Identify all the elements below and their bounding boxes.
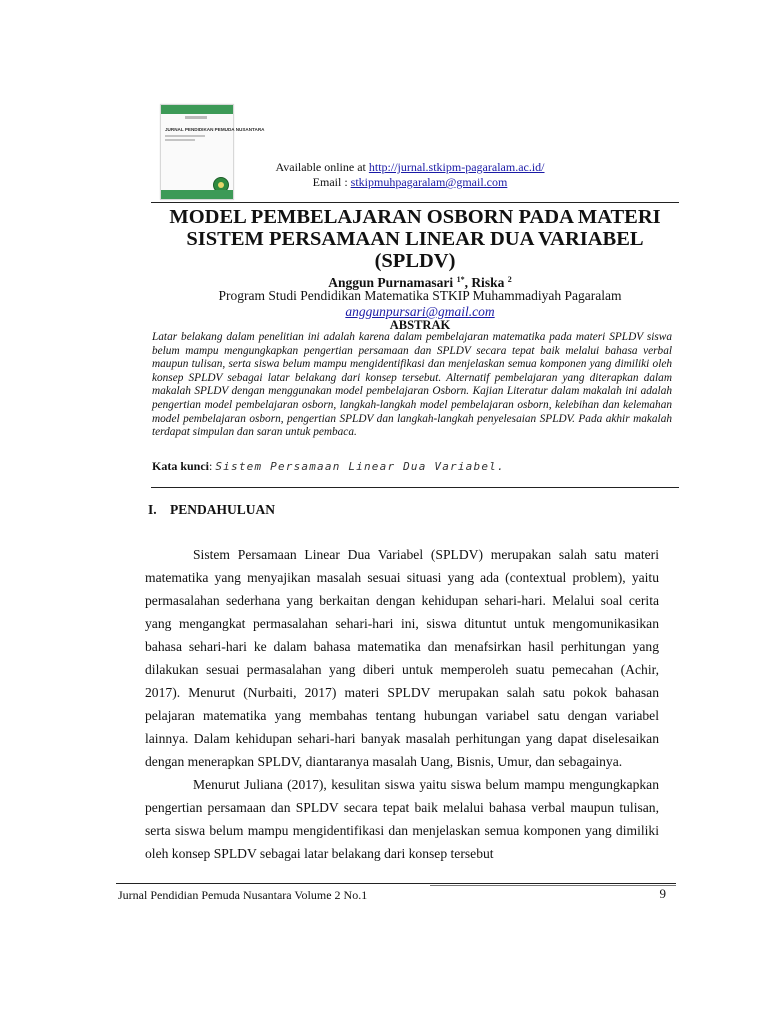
body-paragraph: Sistem Persamaan Linear Dua Variabel (SPLDV) merupakan salah satu materi matematika yang menyajikan masalah sesuai situasi yang ada (contextual problem), yaitu permasalahan sederhana yang berkaitan dengan kehidupan sehari-hari. Melalui soal cerita yang mengangkat permasalahan sehari-hari ini, siswa dituntut untuk mengomunikasikan bahasa sehari-hari ke dalam bahasa matematika dan menafsirkan hasil perhitungan yang dilakukan sesuai permasalahan yang diberi untuk memperoleh suatu pemecahan (Achir, 2017). Menurut (Nurbaiti, 2017) materi SPLDV merupakan salah satu pokok bahasan pelajaran matematika yang membahas tentang hubungan variabel satu dengan variabel lainnya. Dalam kehidupan sehari-hari banyak masalah perhitungan yang dapat diselesaikan dengan menerapkan SPLDV, diantaranya masalah Uang, Bisnis, Umur, dan sebagainya.: [145, 547, 659, 769]
section-number: I.: [148, 502, 157, 517]
keywords-value: Sistem Persamaan Linear Dua Variabel.: [215, 460, 505, 473]
cover-top-stripe: [161, 105, 233, 114]
keywords-colon: :: [209, 459, 216, 473]
email-label: Email :: [312, 175, 351, 189]
abstract-divider: [151, 487, 679, 488]
abstract-text: Latar belakang dalam penelitian ini adalah karena dalam pembelajaran matematika pada materi SPLDV siswa belum mampu mengungkapkan pengertian persamaan dan SPLDV secara tepat baik melalui bahasa verbal maupun tulisan, serta siswa belum mampu mengidentifikasi dan menjelaskan semua komponen yang dimiliki oleh konsep SPLDV sebagai latar belakang dari konsep tersebut. Alternatif pembelajaran yang diterapkan dalam makalah SPLDV dengan menggunakan model pembelajaran Osborn. Kajian Literatur dalam makalah ini adalah pengertian model pembelajaran osborn, langkah-langkah model pembelajaran osborn, kelebihan dan kelemahan model pembelajaran osborn, pengertian SPLDV dan langkah-langkah penyelesaian SPLDV. Pada akhir makalah terdapat simpulan dan saran untuk pembaca.: [152, 331, 672, 439]
header-divider: [151, 202, 679, 203]
author-superscript: 2: [507, 275, 512, 284]
journal-email-link[interactable]: stkipmuhpagaralam@gmail.com: [350, 175, 508, 189]
journal-url-link[interactable]: http://jurnal.stkipm-pagaralam.ac.id/: [368, 160, 545, 174]
email-line: [200, 175, 620, 189]
title-line: MODEL PEMBELAJARAN OSBORN PADA MATERI: [169, 206, 661, 228]
cover-title: JURNAL PENDIDIKAN PEMUDA NUSANTARA: [165, 127, 265, 132]
available-online-line: [200, 160, 620, 174]
page-number: 9: [659, 886, 666, 901]
abstract-heading: ABSTRAK: [389, 318, 451, 332]
title-line: (SPLDV): [374, 250, 456, 272]
footer-journal-name: Jurnal Pendidian Pemuda Nusantara Volume 2 No.1: [118, 888, 368, 902]
cover-subtitle-line: [165, 135, 205, 137]
section-body: [145, 543, 659, 865]
author-name: Anggun Purnamasari: [328, 275, 457, 290]
author-name: , Riska: [464, 275, 508, 290]
keywords-line: [152, 458, 672, 475]
section-title: PENDAHULUAN: [170, 502, 276, 517]
keywords-label: Kata kunci: [152, 459, 210, 473]
body-paragraph: Menurut Juliana (2017), kesulitan siswa yaitu siswa belum mampu mengungkapkan pengertian persamaan dan SPLDV secara tepat baik melalui bahasa verbal maupun tulisan, serta siswa belum mampu mengidentifikasi dan menjelaskan semua komponen yang dimiliki oleh konsep SPLDV sebagai latar belakang dari konsep tersebut: [145, 777, 659, 861]
cover-issn-tag: [185, 116, 207, 119]
cover-bottom-stripe: [161, 190, 233, 199]
section-heading: [148, 501, 275, 519]
author-superscript: 1*: [456, 275, 465, 284]
title-line: SISTEM PERSAMAAN LINEAR DUA VARIABEL: [186, 228, 644, 250]
cover-subtitle-line: [165, 139, 195, 141]
author-email-link[interactable]: anggunpursari@gmail.com: [345, 304, 495, 319]
footer-divider: [116, 883, 676, 884]
affiliation: Program Studi Pendidikan Matematika STKIP Muhammadiyah Pagaralam: [218, 288, 622, 303]
available-label: Available online at: [275, 160, 369, 174]
article-title: [120, 206, 710, 272]
